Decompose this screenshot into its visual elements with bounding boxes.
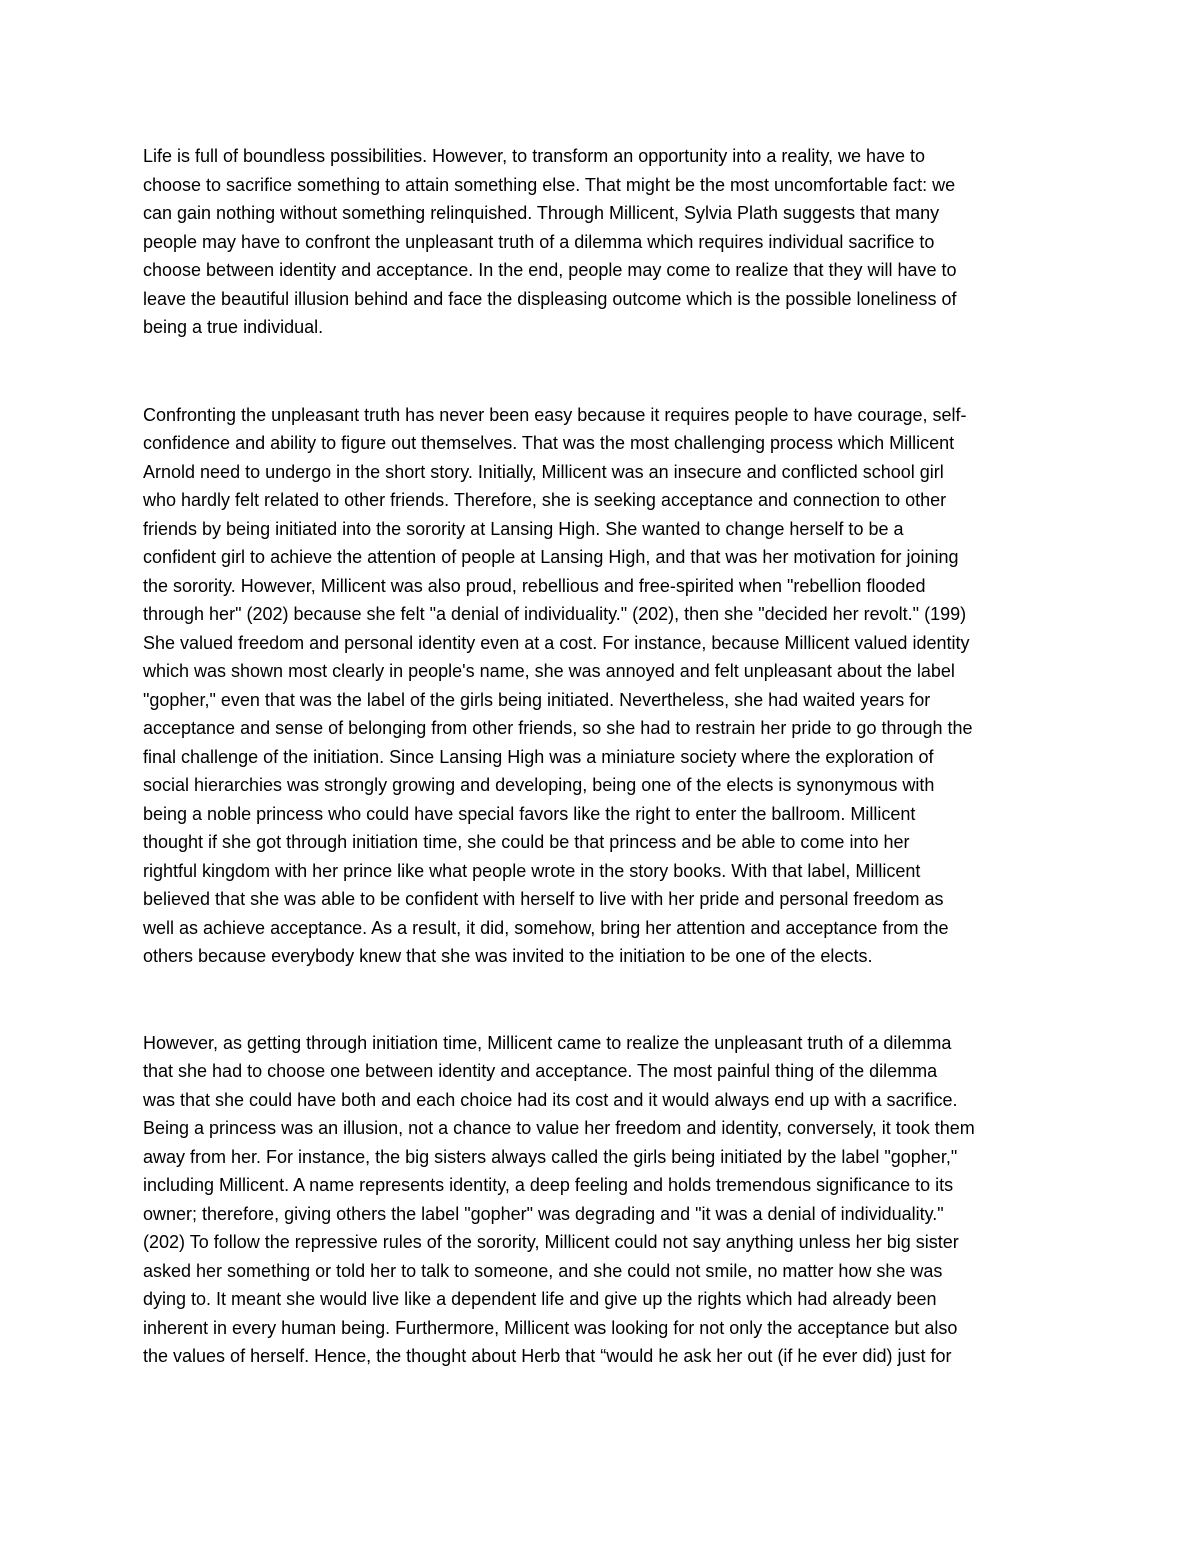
paragraph-3-line: (202) To follow the repressive rules of the sorority, Millicent could not say anything unless her big sister [143, 1232, 959, 1252]
paragraph-3-line: asked her something or told her to talk to someone, and she could not smile, no matter how she was [143, 1261, 943, 1281]
paragraph-1-line: can gain nothing without something relinquished. Through Millicent, Sylvia Plath suggests that many [143, 203, 940, 223]
paragraph-2-line: friends by being initiated into the sorority at Lansing High. She wanted to change herself to be a [143, 519, 904, 539]
paragraph-1-line: people may have to confront the unpleasant truth of a dilemma which requires individual sacrifice to [143, 232, 935, 252]
paragraph-1-line: choose between identity and acceptance. In the end, people may come to realize that they will have to [143, 260, 957, 280]
paragraph-2-line: which was shown most clearly in people's name, she was annoyed and felt unpleasant about the label [143, 661, 955, 681]
paragraph-2-line: well as achieve acceptance. As a result, it did, somehow, bring her attention and acceptance from the [143, 918, 949, 938]
paragraph-2-line: She valued freedom and personal identity even at a cost. For instance, because Millicent valued identity [143, 633, 970, 653]
paragraph-3-line: inherent in every human being. Furthermore, Millicent was looking for not only the acceptance but also [143, 1318, 958, 1338]
paragraph-2-line: Confronting the unpleasant truth has never been easy because it requires people to have courage, self- [143, 405, 967, 425]
paragraph-2-line: being a noble princess who could have special favors like the right to enter the ballroom. Millicent [143, 804, 916, 824]
paragraph-2-line: rightful kingdom with her prince like what people wrote in the story books. With that label, Millicent [143, 861, 921, 881]
paragraph-3-line: was that she could have both and each choice had its cost and it would always end up with a sacrifice. [143, 1090, 958, 1110]
paragraph-2-line: confidence and ability to figure out themselves. That was the most challenging process which Millicent [143, 433, 955, 453]
paragraph-3-line: Being a princess was an illusion, not a chance to value her freedom and identity, conversely, it took them [143, 1118, 975, 1138]
paragraph-3-line: away from her. For instance, the big sisters always called the girls being initiated by the label "gopher," [143, 1147, 958, 1167]
paragraph-3-line: dying to. It meant she would live like a dependent life and give up the rights which had already been [143, 1289, 937, 1309]
paragraph-2-line: confident girl to achieve the attention of people at Lansing High, and that was her motivation for joining [143, 547, 959, 567]
paragraph-2-line: the sorority. However, Millicent was also proud, rebellious and free-spirited when "rebellion flooded [143, 576, 926, 596]
paragraph-3-line: including Millicent. A name represents identity, a deep feeling and holds tremendous significance to its [143, 1175, 954, 1195]
paragraph-1-line: leave the beautiful illusion behind and face the displeasing outcome which is the possible loneliness of [143, 289, 957, 309]
paragraph-3-line: the values of herself. Hence, the thought about Herb that “would he ask her out (if he ever did) just for [143, 1346, 952, 1366]
paragraph-2-line: social hierarchies was strongly growing and developing, being one of the elects is synonymous with [143, 775, 935, 795]
paragraph-2-line: final challenge of the initiation. Since Lansing High was a miniature society where the exploration of [143, 747, 934, 767]
paragraph-1-line: Life is full of boundless possibilities. However, to transform an opportunity into a reality, we have to [143, 146, 926, 166]
paragraph-3-line: owner; therefore, giving others the label "gopher" was degrading and "it was a denial of individuality." [143, 1204, 944, 1224]
paragraph-1-line: being a true individual. [143, 317, 324, 337]
paragraph-2-line: who hardly felt related to other friends. Therefore, she is seeking acceptance and connection to other [143, 490, 947, 510]
paragraph-2-line: Arnold need to undergo in the short story. Initially, Millicent was an insecure and conflicted school girl [143, 462, 944, 482]
paragraph-2-line: acceptance and sense of belonging from other friends, so she had to restrain her pride to go through the [143, 718, 973, 738]
paragraph-2-line: believed that she was able to be confident with herself to live with her pride and personal freedom as [143, 889, 944, 909]
paragraph-3-line: that she had to choose one between identity and acceptance. The most painful thing of the dilemma [143, 1061, 938, 1081]
paragraph-2-line: others because everybody knew that she was invited to the initiation to be one of the elects. [143, 946, 873, 966]
paragraph-2-line: "gopher," even that was the label of the girls being initiated. Nevertheless, she had waited years for [143, 690, 931, 710]
paragraph-1-line: choose to sacrifice something to attain something else. That might be the most uncomfortable fact: we [143, 175, 956, 195]
paragraph-2-line: through her" (202) because she felt "a denial of individuality." (202), then she "decided her revolt." (199) [143, 604, 967, 624]
paragraph-3-line: However, as getting through initiation time, Millicent came to realize the unpleasant truth of a dilemma [143, 1033, 952, 1053]
paragraph-2-line: thought if she got through initiation time, she could be that princess and be able to come into her [143, 832, 910, 852]
